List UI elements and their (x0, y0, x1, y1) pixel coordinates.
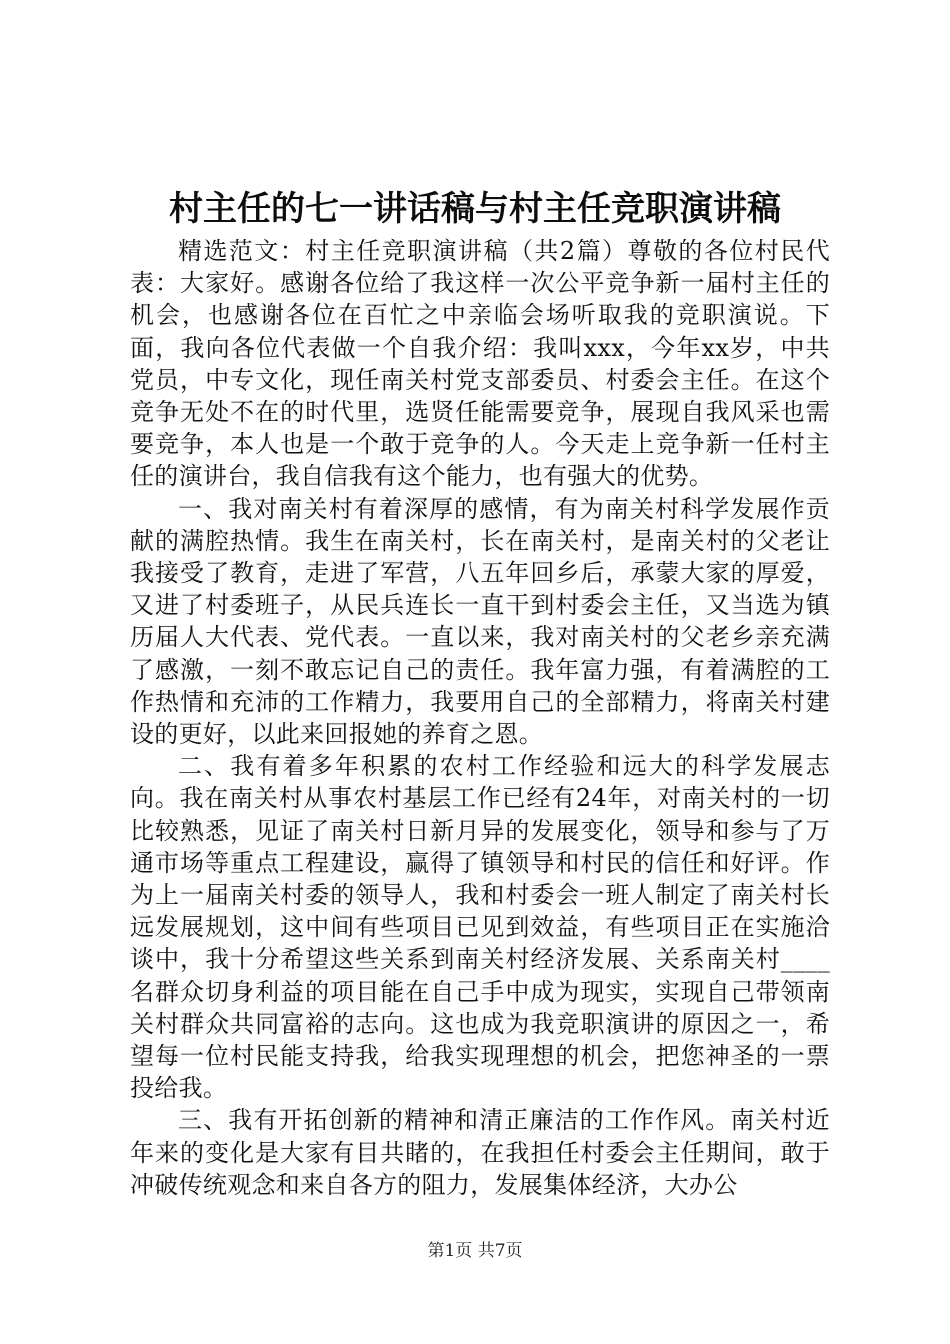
body-paragraph: 三、我有开拓创新的精神和清正廉洁的工作作风。南关村近年来的变化是大家有目共睹的，在我担任村委会主任期间，敢于冲破传统观念和来自各方的阻力，发展集体经济，大办公 (130, 1106, 830, 1199)
document-body (130, 235, 830, 1201)
page-footer: 第1页 共7页 (427, 1241, 523, 1261)
body-paragraph: 二、我有着多年积累的农村工作经验和远大的科学发展志向。我在南关村从事农村基层工作已经有24年，对南关村的一切比较熟悉，见证了南关村日新月异的发展变化，领导和参与了万通市场等重点工程建设，赢得了镇领导和村民的信任和好评。作为上一届南关村委的领导人，我和村委会一班人制定了南关村长远发展规划，这中间有些项目已见到效益，有些项目正在实施洽谈中，我十分希望这些关系到南关村经济发展、关系南关村____名群众切身利益的项目能在自己手中成为现实，实现自己带领南关村群众共同富裕的志向。这也成为我竞职演讲的原因之一，希望每一位村民能支持我，给我实现理想的机会，把您神圣的一票投给我。 (130, 752, 830, 1103)
document-title: 村主任的七一讲话稿与村主任竞职演讲稿 (169, 189, 781, 229)
body-paragraph: 一、我对南关村有着深厚的感情，有为南关村科学发展作贡献的满腔热情。我生在南关村，长在南关村，是南关村的父老让我接受了教育，走进了军营，八五年回乡后，承蒙大家的厚爱，又进了村委班子，从民兵连长一直干到村委会主任，又当选为镇历届人大代表、党代表。一直以来，我对南关村的父老乡亲充满了感激，一刻不敢忘记自己的责任。我年富力强，有着满腔的工作热情和充沛的工作精力，我要用自己的全部精力，将南关村建设的更好，以此来回报她的养育之恩。 (130, 494, 830, 749)
body-paragraph: 精选范文：村主任竞职演讲稿（共2篇）尊敬的各位村民代表：大家好。感谢各位给了我这样一次公平竞争新一届村主任的机会，也感谢各位在百忙之中亲临会场听取我的竞职演说。下面，我向各位代表做一个自我介绍：我叫xxx，今年xx岁，中共党员，中专文化，现任南关村党支部委员、村委会主任。在这个竞争无处不在的时代里，选贤任能需要竞争，展现自我风采也需要竞争，本人也是一个敢于竞争的人。今天走上竞争新一任村主任的演讲台，我自信我有这个能力，也有强大的优势。 (130, 237, 830, 491)
